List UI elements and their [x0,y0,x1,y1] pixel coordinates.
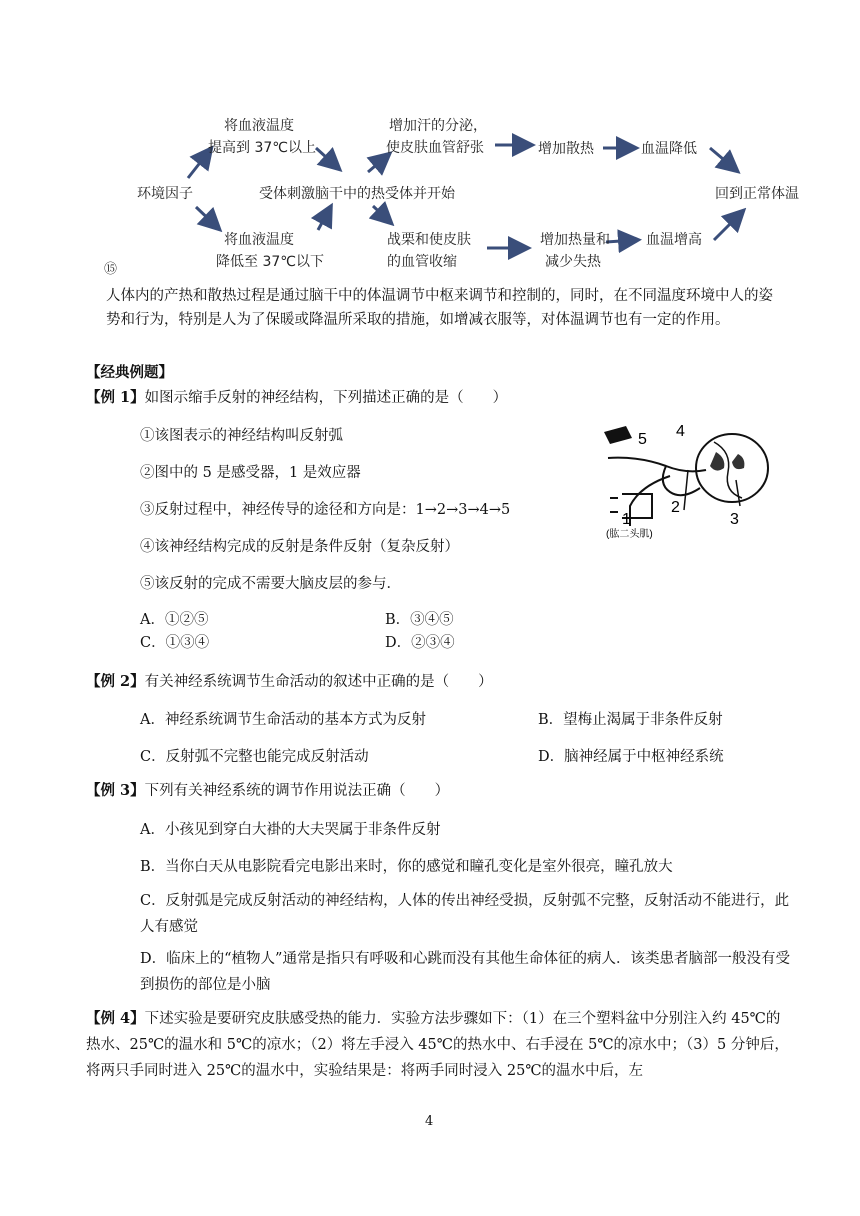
node-shiver-l1: 战栗和使皮肤 [387,232,471,248]
node-env: 环境因子 [137,186,193,202]
node-center: 受体刺激脑干中的热受体并开始 [259,186,455,202]
figure-label-3: 3 [730,511,739,528]
arrow-env-lower [196,207,218,228]
example-2-option-b[interactable]: B．望梅止渴属于非条件反射 [538,712,723,728]
node-lower-l1: 将血液温度 [224,232,294,248]
example-1-item-2: ②图中的 5 是感受器，1 是效应器 [140,465,361,481]
node-sweat-l1: 增加汗的分泌， [389,118,487,134]
example-1-option-a[interactable]: A．①②⑤ [140,612,209,628]
node-inc-loss: 增加散热 [538,141,594,157]
example-3-label: 【例 3】 [86,782,145,799]
node-sweat-l2: 使皮肤血管舒张 [386,140,484,156]
figure-caption: (肱二头肌) [606,529,653,540]
example-2-option-d[interactable]: D．脑神经属于中枢神经系统 [538,749,724,765]
node-lower-l2: 降低至 37℃以下 [216,254,324,270]
figure-label-4: 4 [676,423,685,440]
example-1-label: 【例 1】 [86,389,145,406]
figure-label-2: 2 [671,499,680,516]
arrow-center-shiver [373,206,390,222]
arrow-center-sweat [368,155,388,172]
arrow-gain-up [606,240,636,242]
arrow-env-raise [188,150,210,178]
example-4 [86,1006,790,1084]
arrow-raise-center [316,148,338,168]
figure-label-5: 5 [638,431,647,448]
figure-number: ⑮ [104,262,118,277]
example-4-text: 下述实验是要研究皮肤感受热的能力．实验方法步骤如下：（1）在三个塑料盆中分别注入约 45℃的热水、25℃的温水和 5℃的凉水；（2）将左手浸入 45℃的热水中、右手浸在 5℃的凉水中；（3）5 分钟后，将两只手同时进入 25℃的温水中，实验结果是：将两手同时浸入 25℃的温水中后，左 [86,1011,789,1079]
example-3-option-d[interactable]: D．临床上的“植物人”通常是指只有呼吸和心跳而没有其他生命体征的病人．该类患者脑部一般没有受到损伤的部位是小脑 [140,951,790,993]
example-1-stem: 如图示缩手反射的神经结构，下列描述正确的是（ ） [144,390,508,406]
node-inc-gain-l1: 增加热量和 [540,232,610,248]
arrow-lower-center [318,208,330,230]
node-raise-l1: 将血液温度 [224,118,294,134]
example-3-option-b[interactable]: B．当你白天从电影院看完电影出来时，你的感觉和瞳孔变化是室外很亮，瞳孔放大 [140,859,673,875]
intro-paragraph: 人体内的产热和散热过程是通过脑干中的体温调节中枢来调节和控制的，同时，在不同温度环境中人的姿势和行为，特别是人为了保暖或降温所采取的措施，如增减衣服等，对体温调节也有一定的作用。 [106,288,773,328]
example-1-option-d[interactable]: D．②③④ [385,635,455,651]
arrow-up-normal [714,212,742,240]
page-number: 4 [425,1114,434,1129]
node-inc-gain-l2: 减少失热 [545,254,601,270]
example-2-option-c[interactable]: C．反射弧不完整也能完成反射活动 [140,749,369,765]
node-temp-up: 血温增高 [646,232,702,248]
example-2-label: 【例 2】 [86,673,145,690]
example-3-stem: 下列有关神经系统的调节作用说法正确（ ） [144,783,450,799]
figure-label-1: 1 [622,511,631,528]
node-raise-l2: 提高到 37℃以上 [208,140,316,156]
example-1-item-3: ③反射过程中，神经传导的途径和方向是：1→2→3→4→5 [140,502,511,518]
example-3-option-c[interactable]: C．反射弧是完成反射活动的神经结构，人体的传出神经受损，反射弧不完整，反射活动不能进行，此人有感觉 [140,893,790,935]
node-shiver-l2: 的血管收缩 [387,254,457,270]
reflex-arc-figure [596,420,776,542]
example-2-stem: 有关神经系统调节生命活动的叙述中正确的是（ ） [144,674,493,690]
example-3-option-a[interactable]: A．小孩见到穿白大褂的大夫哭属于非条件反射 [140,822,441,838]
example-4-label: 【例 4】 [86,1010,145,1027]
section-title: 【经典例题】 [86,364,173,381]
example-1-option-c[interactable]: C．①③④ [140,635,210,651]
example-1-option-b[interactable]: B．③④⑤ [385,612,454,628]
arrow-down-normal [710,148,736,170]
example-1-item-1: ①该图表示的神经结构叫反射弧 [140,428,343,444]
example-1-item-4: ④该神经结构完成的反射是条件反射（复杂反射） [140,539,459,555]
node-temp-down: 血温降低 [641,141,697,157]
node-normal: 回到正常体温 [715,186,799,202]
example-2-option-a[interactable]: A．神经系统调节生命活动的基本方式为反射 [140,712,426,728]
example-1-item-5: ⑤该反射的完成不需要大脑皮层的参与． [140,576,401,592]
